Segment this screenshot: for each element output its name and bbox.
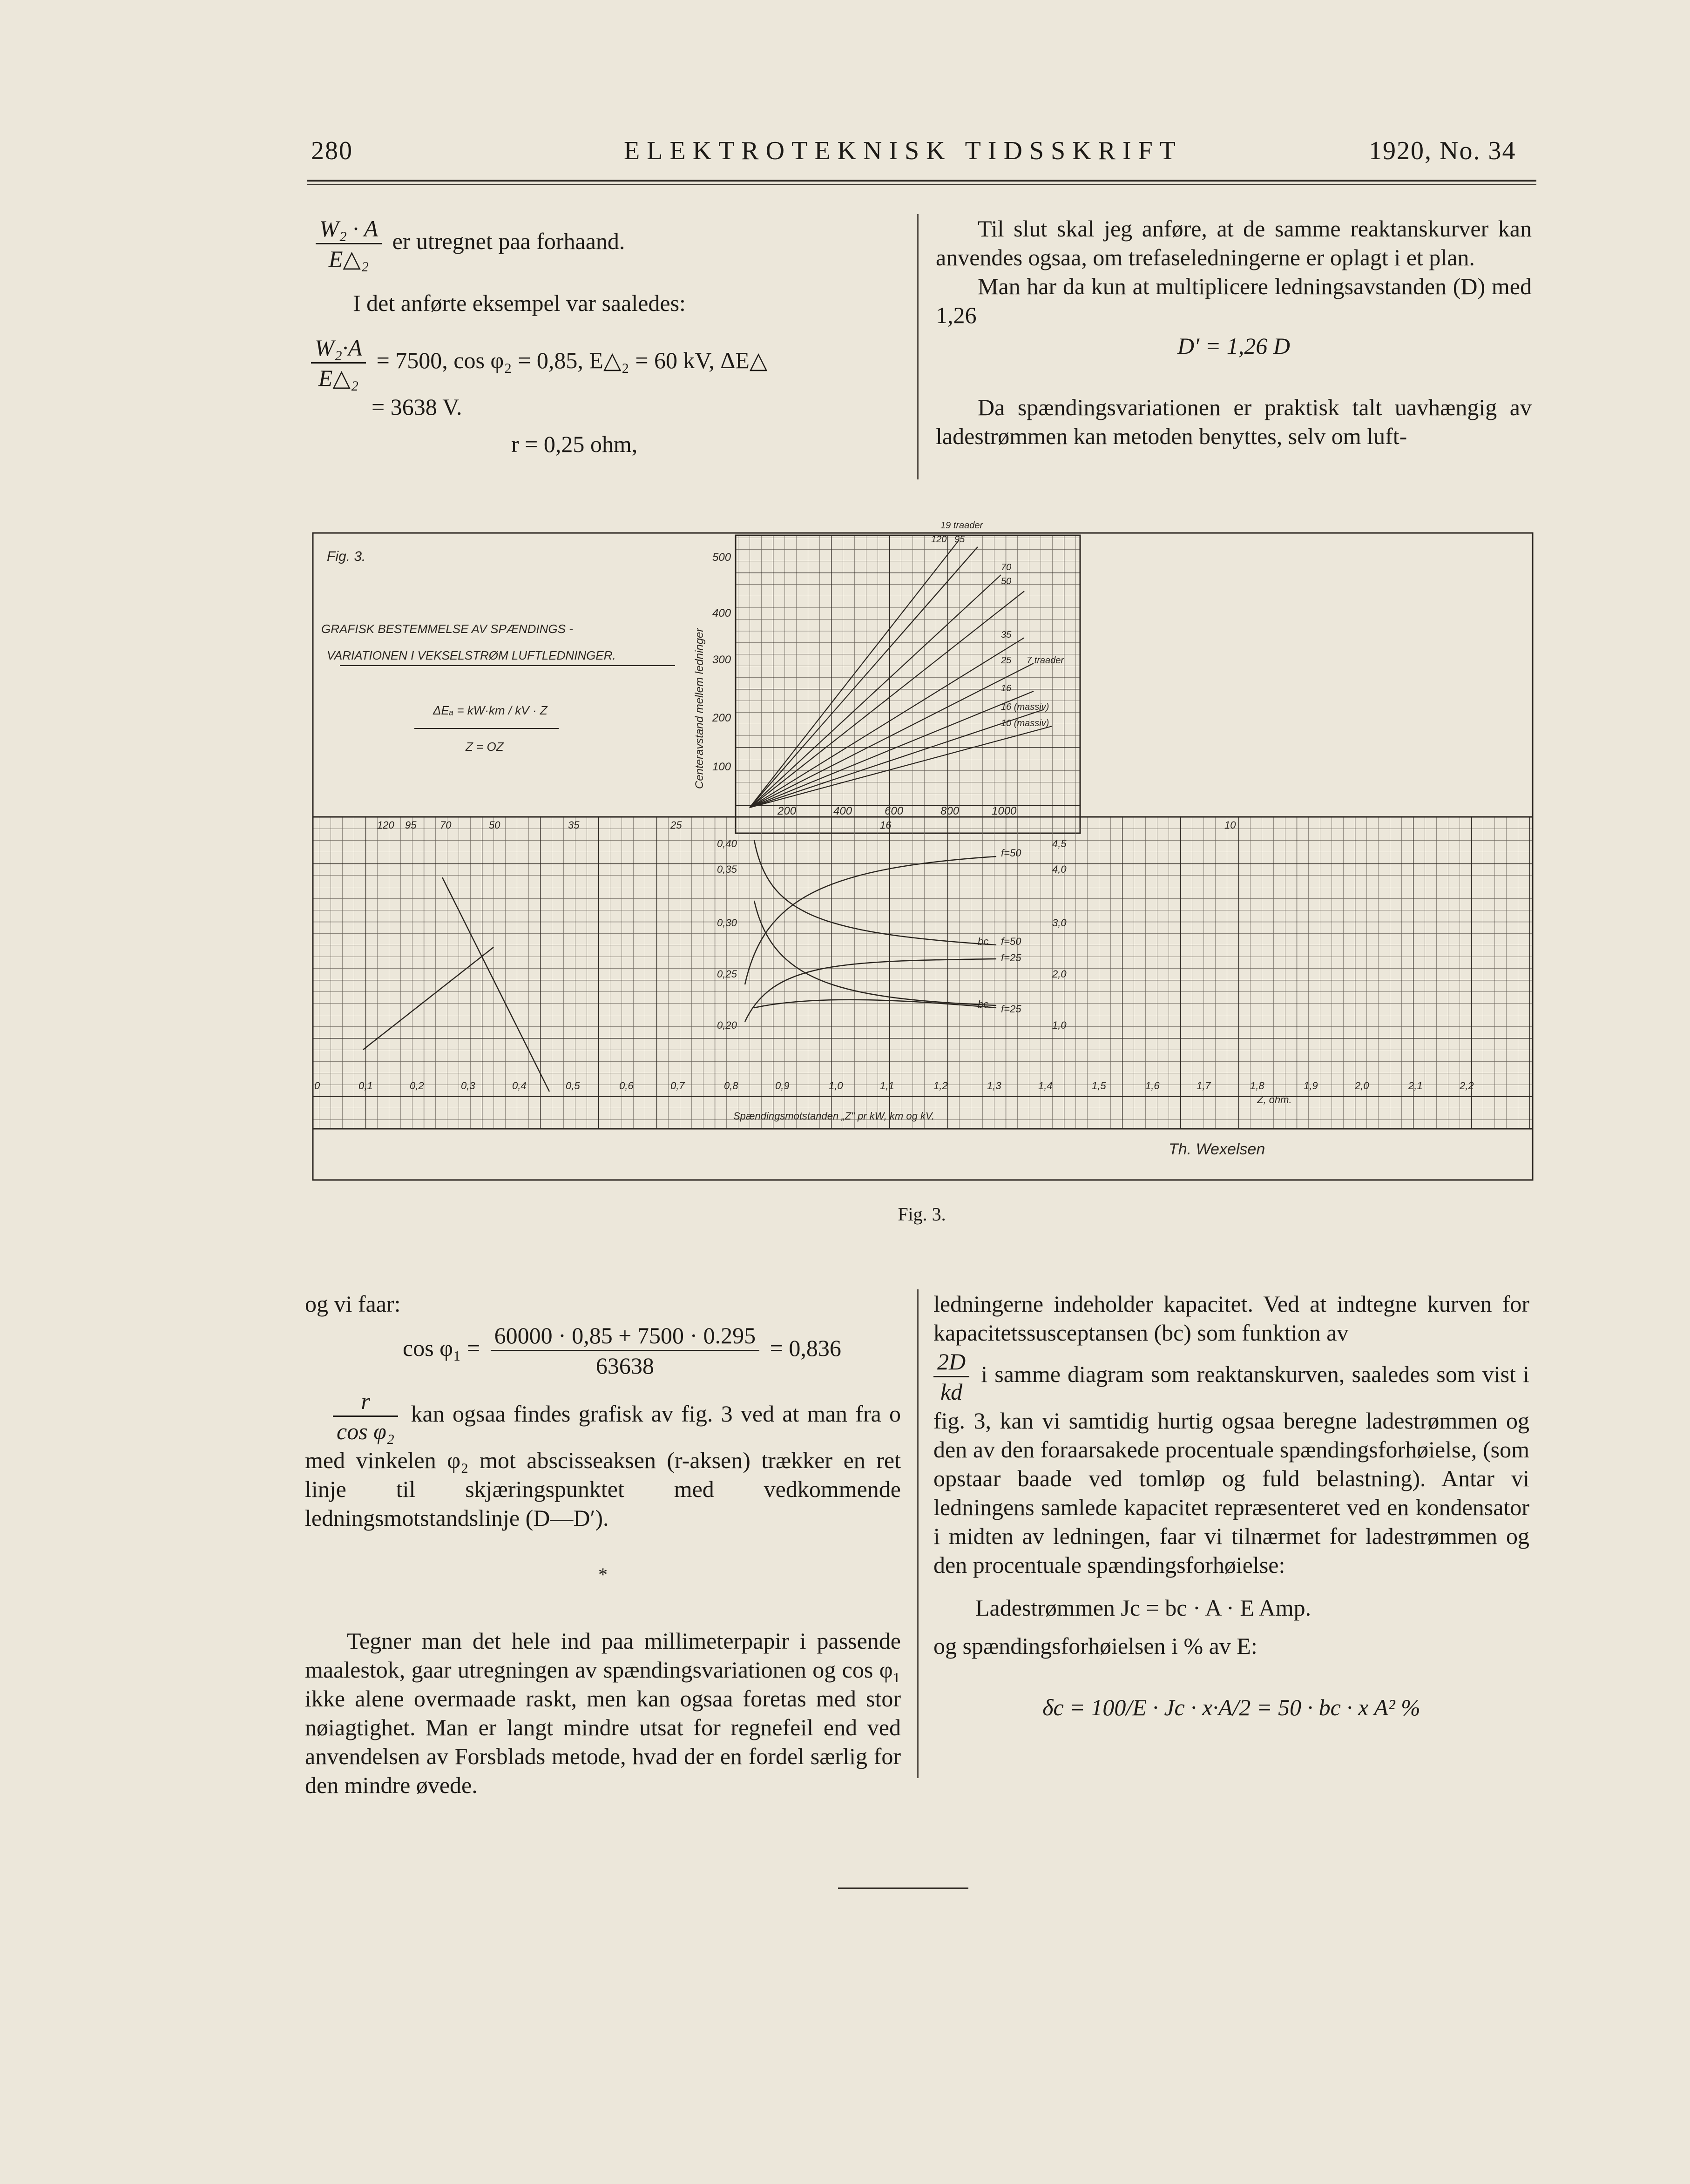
x-tick: 0,2 bbox=[410, 1080, 424, 1092]
mid-tick: 95 bbox=[405, 819, 417, 831]
mid-tick: 35 bbox=[568, 819, 580, 831]
figure-caption: Fig. 3. bbox=[898, 1204, 946, 1225]
x-tick: 1,9 bbox=[1304, 1080, 1318, 1092]
cos-denominator-2: cos φ₂ bbox=[337, 1418, 395, 1444]
column-divider-bottom bbox=[917, 1289, 919, 1778]
left-bottom-column bbox=[305, 1289, 901, 1800]
x-tick: 400 bbox=[833, 805, 852, 817]
z-unit: Z, ohm. bbox=[1257, 1094, 1292, 1105]
mid-tick: 70 bbox=[440, 819, 452, 831]
left-top-column bbox=[311, 214, 902, 458]
top-label: 95 bbox=[954, 534, 965, 545]
curve-label: bc bbox=[978, 936, 989, 947]
fraction-denominator: E△₂ bbox=[328, 246, 369, 272]
mid-y-tick: 0,40 bbox=[717, 838, 737, 849]
cos-phi1-fraction bbox=[491, 1321, 760, 1380]
x-tick: 0,7 bbox=[670, 1080, 685, 1092]
curve-label: f=50 bbox=[1001, 936, 1021, 947]
fig-formula: ΔEₐ = kW·km / kV · Z bbox=[433, 703, 548, 717]
right-top-p2: Man har da kun at multiplicere ledningsavstanden (D) med 1,26 bbox=[936, 273, 1532, 328]
x-tick: 2,0 bbox=[1355, 1080, 1369, 1092]
header-rule-thin bbox=[307, 184, 1536, 185]
x-tick: 1,5 bbox=[1092, 1080, 1106, 1092]
x-tick: 1,1 bbox=[880, 1080, 894, 1092]
top-label: 16 (massiv) bbox=[1001, 702, 1049, 712]
right-bottom-p2: og spændingsforhøielsen i % av E: bbox=[933, 1633, 1257, 1659]
fraction-eq bbox=[311, 333, 366, 392]
top-label: 25 bbox=[1001, 655, 1012, 666]
section-star: * bbox=[598, 1564, 608, 1585]
mid-tick: 10 bbox=[1224, 819, 1236, 831]
mid-y-tick: 0,30 bbox=[717, 917, 737, 929]
x-tick: 0,1 bbox=[358, 1080, 373, 1092]
x-tick: 2,1 bbox=[1408, 1080, 1423, 1092]
right-tick: 1,0 bbox=[1052, 1019, 1067, 1031]
fraction-w2a bbox=[316, 214, 382, 273]
left-bottom-p1: kan ogsaa findes grafisk av fig. 3 ved at man fra o med vinkelen φ₂ mot abscisseaksen (r-aksen) trækker en ret linje til skjæringspunktet med vedkommende ledningsmotstandslinje (D—D′). bbox=[305, 1400, 901, 1531]
x-tick: 1,7 bbox=[1197, 1080, 1211, 1092]
mid-tick: 25 bbox=[670, 819, 682, 831]
cos-numerator: 60000 · 0,85 + 7500 · 0.295 bbox=[491, 1321, 760, 1351]
x-tick: 1,3 bbox=[987, 1080, 1001, 1092]
end-rule bbox=[838, 1887, 968, 1889]
eq-line-3: r = 0,25 ohm, bbox=[511, 431, 638, 457]
curve-label: f=50 bbox=[1001, 847, 1021, 859]
eq-numerator: W₂·A bbox=[311, 333, 366, 364]
right-tick: 4,5 bbox=[1052, 838, 1067, 849]
column-divider-top bbox=[917, 214, 919, 479]
right-top-eq: D′ = 1,26 D bbox=[1177, 333, 1290, 359]
y-tick: 300 bbox=[712, 654, 731, 666]
y-tick: 400 bbox=[712, 607, 731, 620]
right-bottom-p1b: i samme diagram som reaktanskurven, saaledes som vist i fig. 3, kan vi samtidig hurtig ogsaa beregne ladestrømmen og den av den foraarsakede procentuale spændingsforhøielse, (som opstaar baade ved tomløp og fuld belastning). Antar vi ledningens samlede kapacitet repræsenteret ved en kondensator i midten av ledningen, faar vi tilnærmet for ladestrømmen og den procentuale spændingsforhøielse: bbox=[933, 1361, 1529, 1578]
y-tick: 500 bbox=[712, 551, 731, 564]
r-over-cos bbox=[333, 1387, 398, 1446]
eq-denominator: E△₂ bbox=[318, 365, 359, 391]
fig-title-1: GRAFISK BESTEMMELSE AV SPÆNDINGS - bbox=[321, 622, 573, 636]
mid-y-tick: 0,25 bbox=[717, 968, 737, 980]
mid-tick: 16 bbox=[880, 819, 892, 831]
curve-label: bc bbox=[978, 998, 989, 1010]
x-tick: 0,9 bbox=[775, 1080, 790, 1092]
top-label: 70 bbox=[1001, 562, 1012, 573]
mid-y-tick: 0,20 bbox=[717, 1019, 737, 1031]
x-tick: 600 bbox=[885, 805, 904, 817]
x-tick: 1,8 bbox=[1250, 1080, 1264, 1092]
fig-label: Fig. 3. bbox=[327, 549, 366, 564]
x-tick: 1,0 bbox=[829, 1080, 843, 1092]
mid-tick: 50 bbox=[489, 819, 500, 831]
cos-denominator: 63638 bbox=[595, 1353, 654, 1379]
x-tick: 1,2 bbox=[933, 1080, 948, 1092]
y-tick: 100 bbox=[712, 761, 731, 773]
top-label: 35 bbox=[1001, 630, 1012, 640]
eq-line-2: = 3638 V. bbox=[372, 394, 462, 420]
mid-tick: 120 bbox=[377, 819, 394, 831]
page-number: 280 bbox=[311, 136, 353, 165]
top-label: 10 (massiv) bbox=[1001, 718, 1049, 728]
signature: Th. Wexelsen bbox=[1169, 1140, 1265, 1158]
fig-formula-2: Z = OZ bbox=[466, 740, 504, 754]
x-tick: 0,4 bbox=[512, 1080, 527, 1092]
charging-current-eq: Ladestrømmen Jc = bc · A · E Amp. bbox=[975, 1595, 1311, 1621]
x-tick: 0 bbox=[314, 1080, 320, 1092]
voltage-rise-eq: δc = 100/E · Jc · x·A/2 = 50 · bc · x A² % bbox=[1042, 1694, 1420, 1720]
fraction-numerator: W₂ · A bbox=[316, 214, 382, 244]
top-label: 19 traader bbox=[940, 520, 983, 531]
kd-denominator: kd bbox=[940, 1379, 963, 1405]
x-tick: 0,6 bbox=[619, 1080, 634, 1092]
issue-number: 1920, No. 34 bbox=[1369, 136, 1516, 165]
x-tick: 1,4 bbox=[1038, 1080, 1053, 1092]
fraction-tail: er utregnet paa forhaand. bbox=[392, 228, 625, 254]
curve-label: f=25 bbox=[1001, 1003, 1021, 1015]
x-tick: 0,5 bbox=[566, 1080, 580, 1092]
two-d-over-kd bbox=[933, 1347, 969, 1406]
x-tick: 200 bbox=[777, 805, 797, 817]
cos-result: = 0,836 bbox=[770, 1335, 841, 1361]
example-intro: I det anførte eksempel var saaledes: bbox=[353, 290, 686, 316]
fig-title-2: VARIATIONEN I VEKSELSTRØM LUFTLEDNINGER. bbox=[327, 648, 616, 662]
x-tick: 800 bbox=[940, 805, 960, 817]
top-label: 50 bbox=[1001, 576, 1012, 586]
right-top-p1: Til slut skal jeg anføre, at de samme reaktanskurver kan anvendes ogsaa, om trefaseledningerne er oplagt i et plan. bbox=[936, 216, 1532, 270]
right-tick: 3,0 bbox=[1052, 917, 1067, 929]
x-tick: 2,2 bbox=[1460, 1080, 1474, 1092]
x-axis-label: Spændingsmotstanden „Z" pr kW, km og kV. bbox=[733, 1110, 935, 1122]
top-label: 16 bbox=[1001, 683, 1012, 694]
top-label: 7 traader bbox=[1027, 655, 1064, 666]
journal-title: ELEKTROTEKNISK TIDSSKRIFT bbox=[624, 136, 1183, 165]
x-tick: 0,8 bbox=[724, 1080, 738, 1092]
right-bottom-column bbox=[933, 1289, 1529, 1722]
right-top-p3: Da spændingsvariationen er praktisk talt uavhængig av ladestrømmen kan metoden benyttes, selv om luft- bbox=[936, 394, 1532, 449]
x-tick: 0,3 bbox=[461, 1080, 475, 1092]
curve-label: f=25 bbox=[1001, 952, 1021, 964]
x-tick: 1000 bbox=[992, 805, 1017, 817]
right-tick: 4,0 bbox=[1052, 863, 1067, 875]
header-rule bbox=[307, 180, 1536, 182]
right-tick: 2,0 bbox=[1052, 968, 1067, 980]
r-numerator: r bbox=[333, 1387, 398, 1417]
mid-y-tick: 0,35 bbox=[717, 863, 737, 875]
figure-3 bbox=[307, 514, 1536, 1199]
left-bottom-intro: og vi faar: bbox=[305, 1291, 401, 1317]
left-bottom-p2: Tegner man det hele ind paa millimeterpapir i passende maalestok, gaar utregningen av spændingsvariationen og cos φ₁ ikke alene overmaade raskt, men kan ogsaa foretas med stor nøiagtighet. Man er langt mindre utsat for regnefeil end ved anvendelsen av Forsblads metode, hvad der en fordel særlig for den mindre øvede. bbox=[305, 1628, 901, 1798]
2d-numerator: 2D bbox=[933, 1347, 969, 1377]
right-bottom-p1: ledningerne indeholder kapacitet. Ved at indtegne kurven for kapacitetssusceptansen (bc) som funktion av bbox=[933, 1291, 1529, 1346]
x-tick: 1,6 bbox=[1145, 1080, 1160, 1092]
top-label: 120 bbox=[931, 534, 947, 545]
cos-phi1: cos φ₁ = bbox=[403, 1335, 480, 1361]
eq-values: = 7500, cos φ₂ = 0,85, E△₂ = 60 kV, ΔE△ bbox=[376, 347, 768, 373]
right-top-column bbox=[936, 214, 1532, 451]
y-tick: 200 bbox=[712, 712, 731, 724]
y-axis-label: Centeravstand mellem ledninger bbox=[693, 628, 706, 789]
